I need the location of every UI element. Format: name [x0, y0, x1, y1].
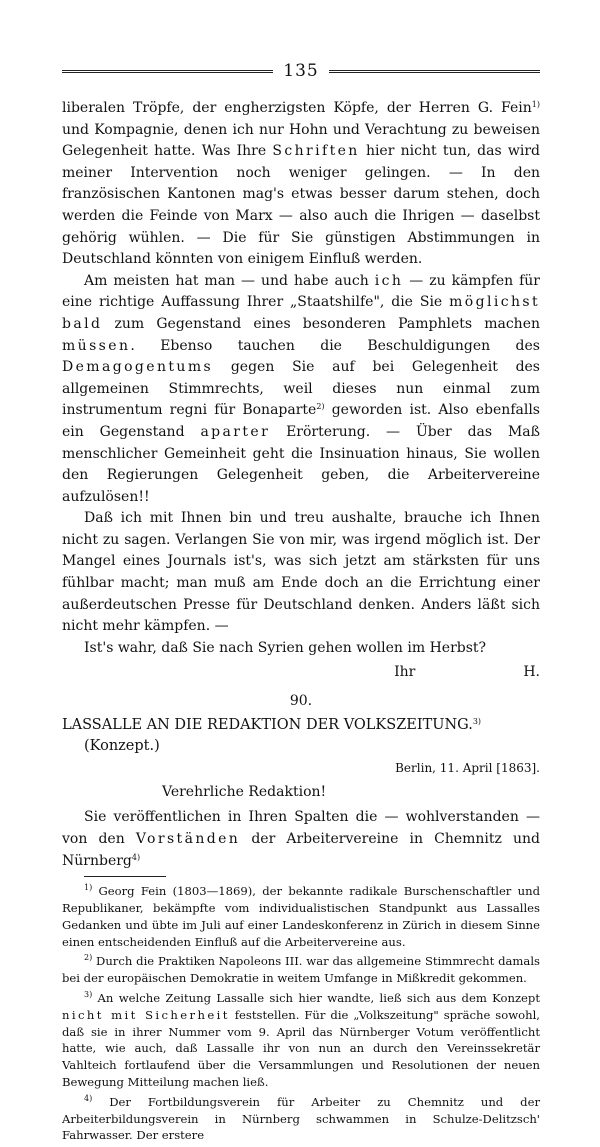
letter-body — [62, 98, 540, 659]
footnote-ref: 4) — [84, 1093, 93, 1103]
document-heading — [62, 715, 540, 757]
heading-note-ref: 3) — [472, 717, 482, 727]
footnote-ref: 2) — [84, 953, 93, 963]
text-run: hier nicht tun, das wird meiner Intervention noch weniger gelingen. — In den französischen Kantonen mag's etwas besser darum stehen, doch werden die Feinde von Marx — also auch die Ihrigen — daselbst gehörig wühlen. — Die für Sie günstigen Abstimmungen in Deutschland könnten von einigem Einfluß werden. — [62, 143, 541, 268]
text-run: und Kompagnie, denen ich nur Hohn und Verachtung zu beweisen Gelegenheit hatte. Was Ihre — [62, 121, 540, 160]
footnote — [62, 990, 540, 1091]
footnote-ref: 1) — [84, 883, 93, 893]
text-run: geworden ist. Also ebenfalls ein Gegenstand — [62, 402, 540, 440]
document-page — [62, 58, 540, 1147]
text-run: . Ebenso tauchen die Beschuldigungen des — [130, 337, 540, 354]
footnote — [62, 883, 540, 950]
footnote — [62, 1094, 540, 1144]
footnote-rule — [84, 876, 166, 877]
document-number: 90. — [289, 693, 313, 710]
signature-initial: H. — [523, 664, 540, 681]
place-date: Berlin, 11. April [1863]. — [395, 761, 540, 776]
salutation: Verehrliche Redaktion! — [162, 784, 327, 801]
text-run: der Arbeitervereine in Chemnitz und Nürnberg — [62, 831, 541, 869]
emphasis-text: aparter — [200, 423, 271, 440]
text-run: Ist's wahr, daß Sie nach Syrien gehen wollen im Herbst? — [84, 639, 487, 656]
text-run: liberalen Tröpfe, der engherzigsten Köpfe, der Herren G. Fein — [62, 100, 532, 116]
heading-tail: (Konzept.) — [84, 738, 160, 755]
signature — [62, 661, 540, 683]
paragraph — [62, 98, 540, 271]
page-header — [62, 58, 540, 84]
paragraph — [62, 271, 540, 509]
text-run: Erörterung. — Über das Maß menschlicher Gemeinheit geht die Insinuation hinaus, Sie wollen den Regierungen Gelegenheit geben, die Arbeitervereine aufzulösen!! — [62, 423, 540, 505]
text-run: feststellen. Für die „Volkszeitung" spräche sowohl, daß sie in ihrer Nummer vom 9. April das Nürnberger Votum veröffentlicht hatte, wie auch, daß Lassalle ihr von nun an durch den Vereinssekretär Vahlteich fortlaufend über die Versammlungen und Resolutionen der neuen Bewegung Mitteilung machen ließ. — [62, 1007, 540, 1089]
emphasis-text: möglichst bald — [62, 294, 540, 332]
header-rule-right — [329, 70, 540, 73]
paragraph — [62, 508, 540, 638]
paragraph — [62, 638, 540, 660]
emphasis-text: Schriften — [272, 143, 360, 160]
emphasis-text: ich — [374, 272, 404, 289]
signature-word: Ihr — [394, 664, 416, 681]
text-run: gegen Sie auf bei Gelegenheit des allgemeinen Stimmrechts, weil dieses nun einmal zum instrumentum regni für Bonaparte — [62, 359, 540, 419]
emphasis-text: Vorständen — [135, 831, 241, 848]
footnote-ref: 2) — [316, 402, 325, 412]
text-run: — zu kämpfen für eine richtige Auffassung Ihrer „Staatshilfe", die Sie — [62, 272, 541, 311]
emphasis-text: müssen — [62, 337, 131, 354]
footnote-ref: 1) — [531, 100, 540, 109]
text-run: Sie veröffentlichen in Ihren Spalten die — wohlverstanden — von den — [62, 809, 540, 848]
emphasis-text: nicht mit Sicherheit — [62, 1007, 230, 1022]
text-run: Durch die Praktiken Napoleons III. war das allgemeine Stimmrecht damals bei der europäischen Demokratie in weitem Umfange in Mißkredit gekommen. — [62, 954, 540, 986]
letter-opening — [62, 807, 540, 872]
header-rule-left — [62, 70, 273, 73]
text-run: An welche Zeitung Lassalle sich hier wandte, ließ sich aus dem Konzept — [92, 991, 540, 1005]
heading-text: LASSALLE AN DIE REDAKTION DER VOLKSZEITUNG. — [62, 717, 473, 734]
text-run: Am meisten hat man — und habe auch — [84, 272, 375, 289]
text-run: Der Fortbildungsverein für Arbeiter zu Chemnitz und der Arbeiterbildungsverein in Nürnberg schwammen in Schulze-Delitzsch' Fahrwasser. Der erstere — [62, 1094, 540, 1143]
footnotes — [62, 883, 540, 1144]
text-run: Georg Fein (1803—1869), der bekannte radikale Burschenschaftler und Republikaner, bekämpfte vom individualistischen Standpunkt aus Lassalles Gedanken und übte im Juli auf einer Landeskonferenz in Zürich in diesem Sinne einen entscheidenden Einfluß auf die Arbeitervereine aus. — [62, 884, 540, 949]
text-run: Daß ich mit Ihnen bin und treu aushalte, brauche ich Ihnen nicht zu sagen. Verlangen Sie von mir, was irgend möglich ist. Der Mangel eines Journals ist's, was sich jetzt am stärksten für uns fühlbar macht; man muß am Ende doch an die Errichtung einer außerdeutschen Presse für Deutschland denken. Anders läßt sich nicht mehr kämpfen. — — [62, 510, 540, 635]
footnote-ref: 3) — [84, 990, 93, 999]
page-number: 135 — [283, 61, 319, 81]
emphasis-text: Demagogentums — [62, 359, 214, 376]
footnote-ref: 4) — [131, 852, 141, 862]
footnote — [62, 953, 540, 987]
text-run: zum Gegenstand eines besonderen Pamphlets machen — [102, 315, 540, 332]
